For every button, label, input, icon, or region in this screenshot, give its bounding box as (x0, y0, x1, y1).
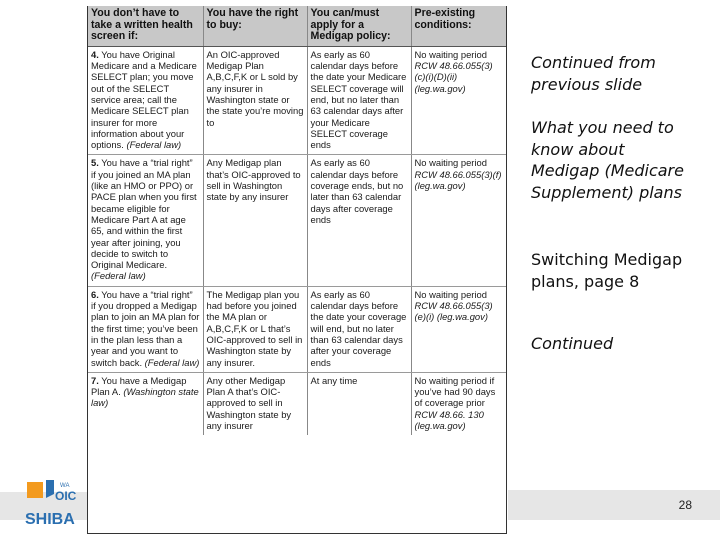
table-row (88, 46, 506, 155)
medigap-switching-table (88, 6, 506, 435)
row-7-right-to-buy: Any other Medigap Plan A that’s OIC-approved to sell in Washington state by any insurer (203, 372, 307, 435)
row-5-apply-timing: As early as 60 calendar days before coverage ends, but no later than 63 calendar days after coverage ends (307, 155, 411, 286)
row-4-preexisting (411, 46, 506, 155)
row-number: 6. (91, 288, 99, 300)
continued-note: Continued (531, 334, 614, 353)
logo-wa-text: WA (60, 483, 70, 489)
situation-text: You have a Medigap Plan A. (91, 374, 187, 398)
logo-blue-block (46, 480, 54, 498)
header-apply-timing: You can/must apply for a Medigap policy: (307, 6, 411, 46)
row-4-right-to-buy: An OIC-approved Medigap Plan A,B,C,F,K or L sold by any insurer in Washington state or the state you’re moving to (203, 46, 307, 155)
row-number: 4. (91, 48, 99, 60)
waiting-period-text: No waiting period (414, 48, 487, 60)
switching-plans-page-reference: Switching Medigap plans, page 8 (531, 250, 683, 291)
header-health-screen: You don’t have to take a written health screen if: (88, 6, 203, 46)
law-source: (Washington state law) (91, 386, 199, 409)
page-number: 28 (678, 498, 692, 512)
header-right-to-buy: You have the right to buy: (203, 6, 307, 46)
law-source: (Federal law) (126, 139, 182, 151)
situation-text: You have Original Medicare and a Medicare SELECT plan; you move out of the SELECT service area; call the Medicare SELECT plan insurer for more information about your options. (91, 48, 197, 151)
row-6-right-to-buy: The Medigap plan you had before you joined the MA plan or A,B,C,F,K or L that’s OIC-approved to sell in Washington state by any insurer. (203, 286, 307, 372)
row-6-apply-timing: As early as 60 calendar days before the date your coverage will end, but no later than 63 calendar days after your coverage ends (307, 286, 411, 372)
what-you-need-to-know-reference: What you need to know about Medigap (Medicare Supplement) plans (531, 118, 684, 202)
row-4-apply-timing: As early as 60 calendar days before the date your Medicare SELECT coverage will end, but no later than 63 calendar days after your Medicare SELECT coverage ends (307, 46, 411, 155)
row-5-preexisting (411, 155, 506, 286)
waiting-period-text: No waiting period (414, 157, 487, 169)
table-row (88, 286, 506, 372)
row-7-situation (88, 372, 203, 435)
law-source: (Federal law) (144, 356, 200, 368)
table-row (88, 372, 506, 435)
oic-shiba-logo (24, 476, 86, 532)
header-preexisting: Pre-existing conditions: (411, 6, 506, 46)
logo-oic-text: OIC (55, 489, 77, 503)
continued-from-note: Continued from previous slide (531, 53, 656, 94)
waiting-period-text: No waiting period if you’ve had 90 days of coverage prior (414, 374, 496, 409)
waiting-period-text: No waiting period (414, 288, 487, 300)
logo-shiba-text: SHIBA (25, 511, 75, 528)
row-6-situation (88, 286, 203, 372)
medigap-table-document (87, 6, 507, 534)
situation-text: You have a “trial right” if you dropped a Medigap plan to join an MA plan for the first time; you’ve been in the plan less than a year and you want to switch back. (91, 288, 200, 368)
logo-orange-block (27, 482, 43, 498)
row-6-preexisting (411, 286, 506, 372)
rcw-citation: RCW 48.66.055(3)(f) (leg.wa.gov) (414, 168, 502, 192)
rcw-citation: RCW 48.66.055(3)(c)(i)(D)(ii) (leg.wa.gov) (414, 60, 493, 94)
row-number: 5. (91, 157, 99, 169)
row-4-situation (88, 46, 203, 155)
row-7-preexisting (411, 372, 506, 435)
row-5-right-to-buy: Any Medigap plan that’s OIC-approved to sell in Washington state by any insurer (203, 155, 307, 286)
rcw-citation: RCW 48.66. 130 (leg.wa.gov) (414, 408, 484, 431)
table-row (88, 155, 506, 286)
rcw-citation: RCW 48.66.055(3)(e)(i) (leg.wa.gov) (414, 300, 493, 323)
footer-band (508, 490, 720, 520)
row-7-apply-timing: At any time (307, 372, 411, 435)
law-source: (Federal law) (91, 270, 146, 282)
situation-text: You have a “trial right” if you joined an MA plan (like an HMO or PPO) or PACE plan when you first became eligible for Medicare Part A at age 65, and within the first year after joining, you decide to switch to Original Medicare. (91, 157, 197, 271)
row-5-situation (88, 155, 203, 286)
table-header-row (88, 6, 506, 46)
row-number: 7. (91, 374, 99, 386)
